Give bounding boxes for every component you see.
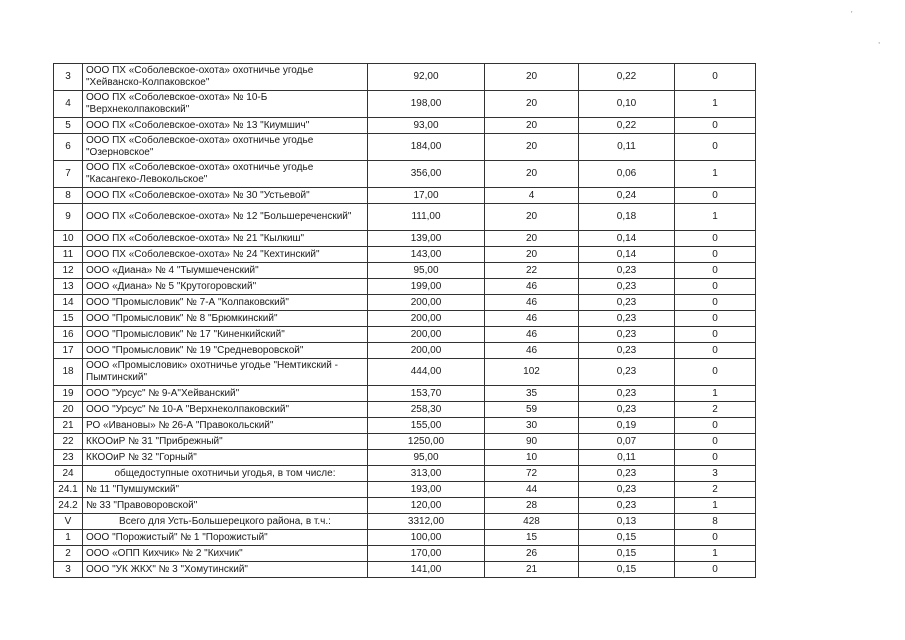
row-name: ООО «Промысловик» охотничье угодье "Немтикский - Пымтинский"	[83, 359, 368, 386]
row-count: 20	[485, 91, 579, 118]
row-area: 111,00	[368, 204, 485, 231]
row-norm: 0,15	[579, 530, 675, 546]
table-row	[54, 386, 756, 402]
row-count: 46	[485, 295, 579, 311]
row-number: 13	[54, 279, 83, 295]
row-count: 102	[485, 359, 579, 386]
row-count: 46	[485, 279, 579, 295]
row-count: 28	[485, 498, 579, 514]
row-count: 35	[485, 386, 579, 402]
table-row	[54, 466, 756, 482]
row-number: 21	[54, 418, 83, 434]
row-count: 20	[485, 134, 579, 161]
row-quota: 0	[675, 263, 756, 279]
row-name: ООО ПХ «Соболевское-охота» охотничье угодье "Озерновское"	[83, 134, 368, 161]
row-norm: 0,23	[579, 466, 675, 482]
table-row	[54, 231, 756, 247]
row-name: ООО «Диана» № 4 "Тыумшеченский"	[83, 263, 368, 279]
table-row	[54, 482, 756, 498]
row-name: Всего для Усть-Большерецкого района, в т.ч.:	[83, 514, 368, 530]
row-quota: 1	[675, 161, 756, 188]
row-count: 30	[485, 418, 579, 434]
row-name: ООО ПХ «Соболевское-охота» охотничье угодье "Касангеко-Левокольское"	[83, 161, 368, 188]
row-name: ООО "Урсус" № 10-А "Верхнеколпаковский"	[83, 402, 368, 418]
row-number: 5	[54, 118, 83, 134]
row-quota: 1	[675, 498, 756, 514]
row-area: 193,00	[368, 482, 485, 498]
row-area: 200,00	[368, 327, 485, 343]
table-row	[54, 327, 756, 343]
row-area: 17,00	[368, 188, 485, 204]
row-number: 24.1	[54, 482, 83, 498]
row-norm: 0,23	[579, 359, 675, 386]
table-row	[54, 562, 756, 578]
row-quota: 1	[675, 386, 756, 402]
row-number: 1	[54, 530, 83, 546]
row-number: 16	[54, 327, 83, 343]
row-name: ККООиР № 32 "Горный"	[83, 450, 368, 466]
quota-table	[53, 63, 756, 578]
row-name: ООО "Промысловик" № 19 "Средневоровской"	[83, 343, 368, 359]
table-row	[54, 359, 756, 386]
row-quota: 1	[675, 91, 756, 118]
row-quota: 0	[675, 134, 756, 161]
row-norm: 0,14	[579, 231, 675, 247]
row-norm: 0,18	[579, 204, 675, 231]
row-area: 95,00	[368, 450, 485, 466]
row-number: 19	[54, 386, 83, 402]
row-area: 100,00	[368, 530, 485, 546]
row-area: 95,00	[368, 263, 485, 279]
row-quota: 0	[675, 64, 756, 91]
row-name: ООО ПХ «Соболевское-охота» № 10-Б "Верхнеколпаковский"	[83, 91, 368, 118]
table-row	[54, 64, 756, 91]
table-row	[54, 204, 756, 231]
row-count: 428	[485, 514, 579, 530]
table-row	[54, 434, 756, 450]
table-row	[54, 188, 756, 204]
row-norm: 0,23	[579, 343, 675, 359]
table-row	[54, 118, 756, 134]
row-norm: 0,15	[579, 562, 675, 578]
table-row	[54, 295, 756, 311]
row-norm: 0,23	[579, 263, 675, 279]
row-number: 22	[54, 434, 83, 450]
row-name: ООО ПХ «Соболевское-охота» № 12 "Большереченский"	[83, 204, 368, 231]
row-count: 46	[485, 343, 579, 359]
row-count: 46	[485, 311, 579, 327]
row-area: 184,00	[368, 134, 485, 161]
row-number: 14	[54, 295, 83, 311]
row-quota: 0	[675, 231, 756, 247]
row-norm: 0,13	[579, 514, 675, 530]
row-area: 200,00	[368, 343, 485, 359]
row-area: 3312,00	[368, 514, 485, 530]
row-count: 10	[485, 450, 579, 466]
row-area: 1250,00	[368, 434, 485, 450]
table-row	[54, 402, 756, 418]
row-norm: 0,23	[579, 279, 675, 295]
row-quota: 0	[675, 434, 756, 450]
row-norm: 0,23	[579, 498, 675, 514]
scan-speck: '	[851, 10, 853, 19]
row-number: 24.2	[54, 498, 83, 514]
row-area: 93,00	[368, 118, 485, 134]
row-name: ООО "Урсус" № 9-А"Хейванский"	[83, 386, 368, 402]
row-quota: 0	[675, 418, 756, 434]
row-norm: 0,11	[579, 134, 675, 161]
row-quota: 0	[675, 188, 756, 204]
row-area: 200,00	[368, 295, 485, 311]
table-row	[54, 247, 756, 263]
row-name: ООО "Промысловик" № 17 "Киненкийский"	[83, 327, 368, 343]
scan-speck: ,	[878, 36, 881, 45]
row-count: 20	[485, 231, 579, 247]
row-quota: 0	[675, 279, 756, 295]
row-count: 22	[485, 263, 579, 279]
table-row	[54, 530, 756, 546]
row-name: ООО ПХ «Соболевское-охота» № 24 "Кехтинский"	[83, 247, 368, 263]
row-quota: 0	[675, 247, 756, 263]
row-area: 444,00	[368, 359, 485, 386]
row-number: 9	[54, 204, 83, 231]
row-name: РО «Ивановы» № 26-А "Правокольский"	[83, 418, 368, 434]
table-row	[54, 498, 756, 514]
row-count: 90	[485, 434, 579, 450]
row-number: 23	[54, 450, 83, 466]
row-norm: 0,22	[579, 118, 675, 134]
row-norm: 0,23	[579, 295, 675, 311]
row-area: 141,00	[368, 562, 485, 578]
row-norm: 0,23	[579, 402, 675, 418]
row-quota: 0	[675, 530, 756, 546]
row-name: ООО ПХ «Соболевское-охота» № 30 "Устьевой"	[83, 188, 368, 204]
row-name: ООО «Диана» № 5 "Крутогоровский"	[83, 279, 368, 295]
row-number: 3	[54, 64, 83, 91]
row-name: общедоступные охотничьи угодья, в том числе:	[83, 466, 368, 482]
row-norm: 0,24	[579, 188, 675, 204]
row-quota: 2	[675, 482, 756, 498]
row-number: 7	[54, 161, 83, 188]
row-name: № 33 "Правоворовской"	[83, 498, 368, 514]
row-name: ККООиР № 31 "Прибрежный"	[83, 434, 368, 450]
row-area: 356,00	[368, 161, 485, 188]
row-count: 20	[485, 204, 579, 231]
row-quota: 0	[675, 359, 756, 386]
row-area: 170,00	[368, 546, 485, 562]
table-row	[54, 311, 756, 327]
row-count: 20	[485, 161, 579, 188]
row-number: 10	[54, 231, 83, 247]
row-number: V	[54, 514, 83, 530]
row-norm: 0,15	[579, 546, 675, 562]
row-area: 92,00	[368, 64, 485, 91]
row-area: 139,00	[368, 231, 485, 247]
table-row	[54, 418, 756, 434]
row-number: 2	[54, 546, 83, 562]
row-number: 3	[54, 562, 83, 578]
row-quota: 0	[675, 343, 756, 359]
row-number: 12	[54, 263, 83, 279]
row-number: 6	[54, 134, 83, 161]
row-count: 21	[485, 562, 579, 578]
row-name: ООО "Промысловик" № 8 "Брюмкинский"	[83, 311, 368, 327]
row-name: ООО ПХ «Соболевское-охота» № 21 "Кылкиш"	[83, 231, 368, 247]
row-count: 20	[485, 64, 579, 91]
row-name: ООО "УК ЖКХ" № 3 "Хомутинский"	[83, 562, 368, 578]
row-count: 20	[485, 247, 579, 263]
row-norm: 0,19	[579, 418, 675, 434]
row-count: 59	[485, 402, 579, 418]
table-row	[54, 263, 756, 279]
table-row	[54, 91, 756, 118]
row-area: 153,70	[368, 386, 485, 402]
row-area: 313,00	[368, 466, 485, 482]
row-name: ООО «ОПП Кихчик» № 2 "Кихчик"	[83, 546, 368, 562]
row-number: 17	[54, 343, 83, 359]
table-row	[54, 134, 756, 161]
row-quota: 1	[675, 204, 756, 231]
row-norm: 0,23	[579, 327, 675, 343]
row-name: ООО ПХ «Соболевское-охота» № 13 "Киумшич"	[83, 118, 368, 134]
row-norm: 0,14	[579, 247, 675, 263]
row-area: 199,00	[368, 279, 485, 295]
row-number: 8	[54, 188, 83, 204]
row-name: № 11 "Пумшумский"	[83, 482, 368, 498]
row-quota: 0	[675, 295, 756, 311]
row-quota: 0	[675, 327, 756, 343]
row-quota: 0	[675, 311, 756, 327]
row-area: 258,30	[368, 402, 485, 418]
row-area: 143,00	[368, 247, 485, 263]
row-quota: 8	[675, 514, 756, 530]
row-number: 11	[54, 247, 83, 263]
row-quota: 1	[675, 546, 756, 562]
row-number: 15	[54, 311, 83, 327]
row-number: 20	[54, 402, 83, 418]
row-name: ООО "Промысловик" № 7-А "Колпаковский"	[83, 295, 368, 311]
row-count: 72	[485, 466, 579, 482]
row-norm: 0,10	[579, 91, 675, 118]
row-quota: 3	[675, 466, 756, 482]
row-area: 155,00	[368, 418, 485, 434]
table-row	[54, 343, 756, 359]
row-quota: 0	[675, 450, 756, 466]
row-quota: 0	[675, 118, 756, 134]
table-row	[54, 161, 756, 188]
row-quota: 2	[675, 402, 756, 418]
row-area: 120,00	[368, 498, 485, 514]
row-name: ООО "Порожистый" № 1 "Порожистый"	[83, 530, 368, 546]
row-area: 200,00	[368, 311, 485, 327]
row-norm: 0,11	[579, 450, 675, 466]
row-area: 198,00	[368, 91, 485, 118]
row-count: 20	[485, 118, 579, 134]
row-count: 46	[485, 327, 579, 343]
table-row	[54, 450, 756, 466]
row-norm: 0,23	[579, 482, 675, 498]
row-norm: 0,06	[579, 161, 675, 188]
row-count: 4	[485, 188, 579, 204]
row-number: 18	[54, 359, 83, 386]
row-count: 44	[485, 482, 579, 498]
row-norm: 0,23	[579, 386, 675, 402]
row-norm: 0,22	[579, 64, 675, 91]
row-name: ООО ПХ «Соболевское-охота» охотничье угодье "Хейванско-Колпаковское"	[83, 64, 368, 91]
table-row	[54, 279, 756, 295]
row-number: 4	[54, 91, 83, 118]
row-norm: 0,23	[579, 311, 675, 327]
row-norm: 0,07	[579, 434, 675, 450]
row-count: 15	[485, 530, 579, 546]
table-row	[54, 514, 756, 530]
table-row	[54, 546, 756, 562]
row-number: 24	[54, 466, 83, 482]
row-quota: 0	[675, 562, 756, 578]
row-count: 26	[485, 546, 579, 562]
